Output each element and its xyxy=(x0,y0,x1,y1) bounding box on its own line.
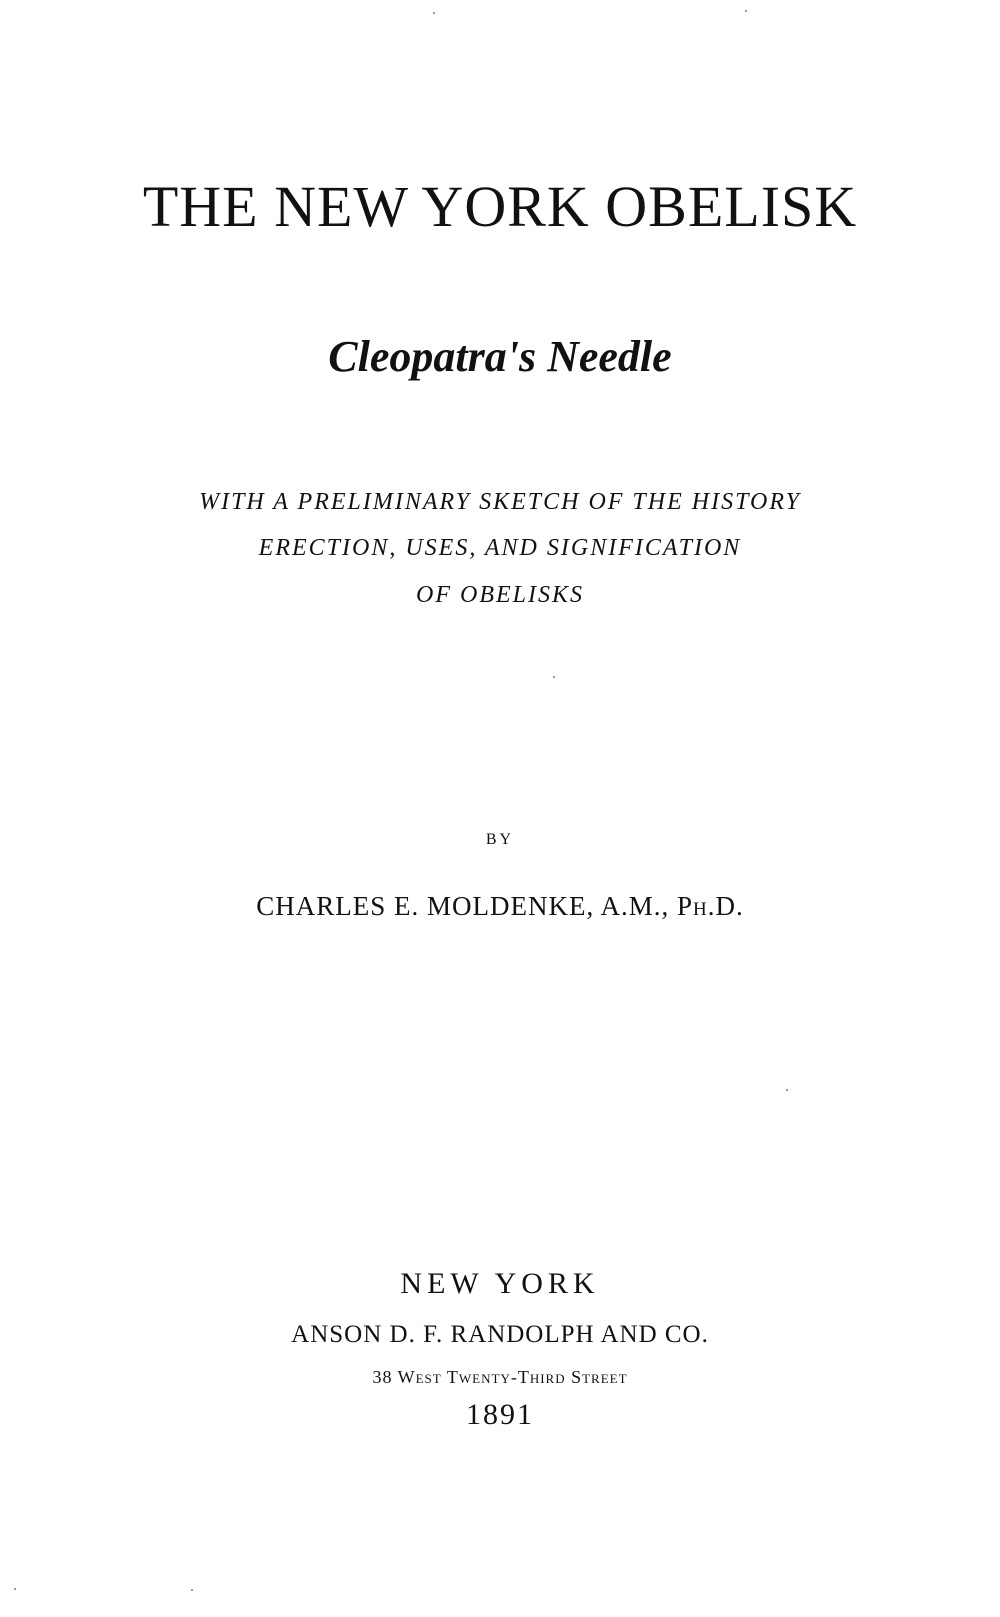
paper-speck xyxy=(14,1588,16,1590)
author-degree: Ph.D. xyxy=(677,891,744,921)
imprint-city: NEW YORK xyxy=(400,1267,600,1300)
paper-speck xyxy=(786,1089,788,1091)
author-name: CHARLES E. MOLDENKE, A.M., xyxy=(256,891,677,921)
paper-speck xyxy=(553,676,555,678)
by-line: BY xyxy=(485,831,515,848)
paper-speck xyxy=(433,12,435,14)
paper-speck xyxy=(191,1589,193,1591)
author-line xyxy=(0,893,1000,920)
description-line-1: WITH A PRELIMINARY SKETCH OF THE HISTORY xyxy=(199,489,801,515)
description-line-2: ERECTION, USES, AND SIGNIFICATION xyxy=(258,535,742,561)
imprint-address: 38 West Twenty-Third Street xyxy=(372,1367,628,1387)
book-title: THE NEW YORK OBELISK xyxy=(142,174,858,239)
imprint-year: 1891 xyxy=(466,1398,534,1431)
paper-speck xyxy=(745,10,747,12)
imprint-publisher: ANSON D. F. RANDOLPH AND CO. xyxy=(291,1321,709,1348)
description-line-3: OF OBELISKS xyxy=(416,582,584,608)
book-subtitle: Cleopatra's Needle xyxy=(328,332,672,381)
